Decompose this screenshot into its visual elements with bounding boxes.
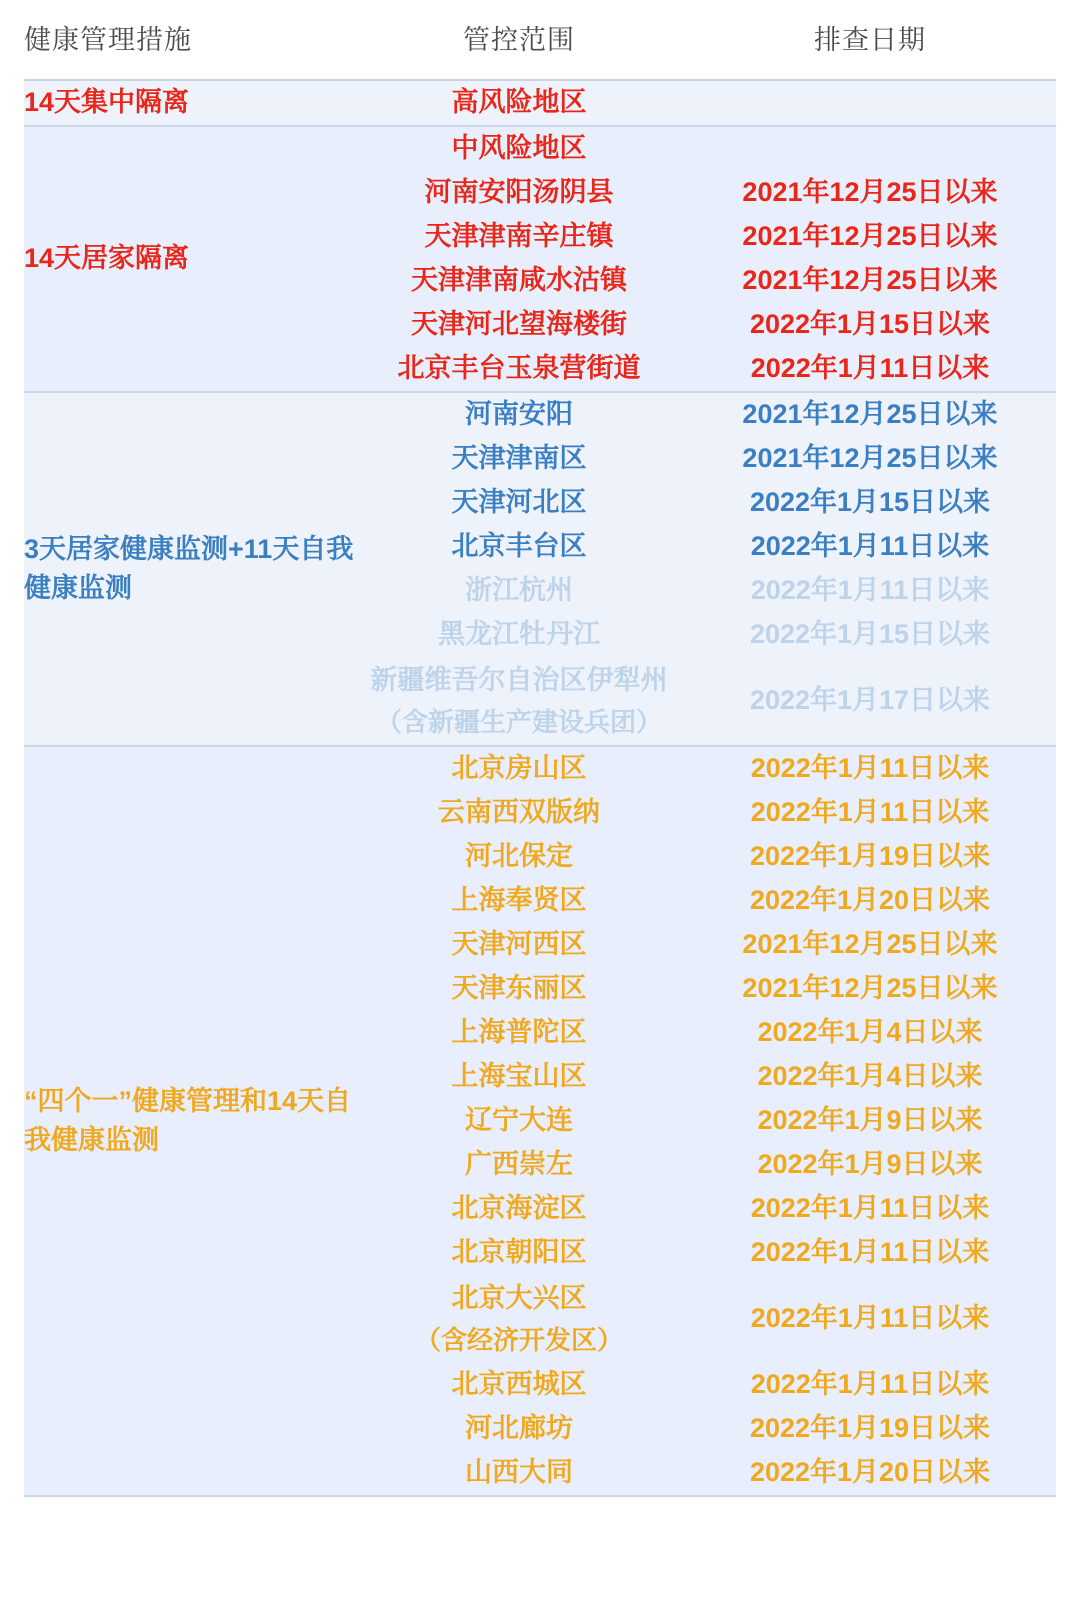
scope-text: 河北廊坊 — [465, 1413, 573, 1444]
scope-text: 上海奉贤区 — [451, 885, 587, 916]
measure-cell — [24, 127, 354, 392]
list-item — [354, 303, 1056, 347]
group-rows-cell — [354, 747, 1056, 1496]
measure-label: 14天居家隔离 — [24, 243, 190, 274]
scope-text: 云南西双版纳 — [438, 797, 600, 828]
measure-label: “四个一”健康管理和14天自我健康监测 — [24, 1085, 352, 1155]
measure-label: 14天集中隔离 — [24, 87, 190, 118]
table-group — [24, 127, 1056, 393]
date-label: 2021年12月25日以来 — [742, 929, 998, 960]
date-label: 2022年1月17日以来 — [749, 685, 991, 716]
date-label: 2022年1月11日以来 — [750, 531, 990, 562]
scope-label — [354, 1188, 684, 1230]
scope-label — [354, 968, 684, 1010]
date-label: 2022年1月20日以来 — [749, 885, 991, 916]
date-label: 2022年1月15日以来 — [749, 309, 991, 340]
list-item — [354, 1231, 1056, 1275]
list-item — [354, 1143, 1056, 1187]
list-item — [354, 347, 1056, 391]
date-label: 2022年1月11日以来 — [750, 1237, 990, 1268]
table-group — [24, 393, 1056, 747]
scope-label — [354, 394, 684, 436]
date-label: 2022年1月9日以来 — [757, 1105, 983, 1136]
measure-cell — [24, 393, 354, 746]
list-item — [354, 481, 1056, 525]
date-label: 2022年1月11日以来 — [750, 1193, 990, 1224]
scope-label — [354, 660, 684, 742]
scope-label — [354, 570, 684, 612]
scope-text: 北京朝阳区 — [451, 1237, 587, 1268]
scope-label — [354, 1100, 684, 1142]
scope-text: 北京房山区 — [451, 753, 587, 784]
scope-text: 广西崇左 — [465, 1149, 573, 1180]
date-label: 2021年12月25日以来 — [742, 221, 998, 252]
scope-text: 上海普陀区 — [451, 1017, 587, 1048]
table-header-row — [24, 0, 1056, 80]
scope-label — [354, 216, 684, 258]
scope-text: 北京海淀区 — [451, 1193, 587, 1224]
list-item — [354, 259, 1056, 303]
date-label: 2022年1月4日以来 — [757, 1017, 983, 1048]
scope-text: 上海宝山区 — [451, 1061, 587, 1092]
group-rows-cell — [354, 127, 1056, 392]
scope-text: 河北保定 — [465, 841, 573, 872]
scope-text: 河南安阳 — [465, 399, 573, 430]
group-rows-cell — [354, 81, 1056, 126]
header-cell-measure — [24, 0, 354, 80]
table-row — [24, 81, 1056, 126]
list-item — [354, 879, 1056, 923]
list-item — [354, 747, 1056, 791]
table-groups — [24, 81, 1056, 1497]
list-item — [354, 1275, 1056, 1363]
date-label: 2022年1月15日以来 — [749, 619, 991, 650]
list-item — [354, 437, 1056, 481]
date-label: 2022年1月11日以来 — [750, 753, 990, 784]
scope-label — [354, 172, 684, 214]
scope-label — [354, 526, 684, 568]
scope-label — [354, 128, 684, 170]
scope-label — [354, 836, 684, 878]
group-rows-cell — [354, 393, 1056, 746]
scope-label — [354, 482, 684, 524]
date-label: 2022年1月11日以来 — [750, 797, 990, 828]
list-item — [354, 1363, 1056, 1407]
header-label-measure: 健康管理措施 — [24, 25, 192, 55]
scope-label — [354, 748, 684, 790]
scope-text: 浙江杭州 — [465, 575, 573, 606]
list-item — [354, 127, 1056, 171]
header-label-scope: 管控范围 — [463, 25, 575, 55]
scope-label — [354, 1056, 684, 1098]
scope-label — [354, 614, 684, 656]
scope-label — [354, 1232, 684, 1274]
scope-label — [354, 1144, 684, 1186]
scope-label — [354, 438, 684, 480]
list-item — [354, 215, 1056, 259]
list-item — [354, 1099, 1056, 1143]
scope-subtext: （含新疆生产建设兵团） — [375, 706, 662, 737]
scope-label — [354, 1452, 684, 1494]
measure-label: 3天居家健康监测+11天自我健康监测 — [24, 533, 354, 603]
scope-text: 天津津南区 — [451, 443, 587, 474]
list-item — [354, 1055, 1056, 1099]
scope-label — [354, 880, 684, 922]
scope-text: 中风险地区 — [451, 133, 587, 164]
scope-label — [354, 260, 684, 302]
scope-text: 河南安阳汤阴县 — [424, 177, 614, 208]
list-item — [354, 525, 1056, 569]
scope-text: 天津津南咸水沽镇 — [411, 265, 627, 296]
list-item — [354, 393, 1056, 437]
scope-text: 北京丰台区 — [451, 531, 587, 562]
date-label: 2021年12月25日以来 — [742, 399, 998, 430]
header-label-date: 排查日期 — [814, 25, 926, 55]
header-cell-scope — [354, 0, 684, 80]
date-label: 2022年1月9日以来 — [757, 1149, 983, 1180]
table-row — [24, 127, 1056, 392]
scope-text: 天津河西区 — [451, 929, 587, 960]
date-label: 2022年1月11日以来 — [750, 575, 990, 606]
table-row — [24, 747, 1056, 1496]
date-label: 2021年12月25日以来 — [742, 177, 998, 208]
health-management-table — [24, 0, 1056, 81]
scope-text: 天津东丽区 — [451, 973, 587, 1004]
date-label: 2022年1月19日以来 — [749, 1413, 991, 1444]
list-item — [354, 1407, 1056, 1451]
measure-cell — [24, 81, 354, 126]
scope-subtext: （含经济开发区） — [414, 1324, 623, 1355]
date-label: 2022年1月15日以来 — [749, 487, 991, 518]
date-label: 2021年12月25日以来 — [742, 443, 998, 474]
list-item — [354, 1451, 1056, 1495]
scope-text: 天津河北区 — [451, 487, 587, 518]
list-item — [354, 835, 1056, 879]
table-group — [24, 747, 1056, 1497]
scope-text: 北京西城区 — [451, 1369, 587, 1400]
scope-text: 新疆维吾尔自治区伊犁州 — [370, 664, 668, 695]
scope-label — [354, 348, 684, 390]
scope-label — [354, 304, 684, 346]
list-item — [354, 791, 1056, 835]
list-item — [354, 171, 1056, 215]
scope-label — [354, 792, 684, 834]
list-item — [354, 81, 1056, 125]
list-item — [354, 613, 1056, 657]
date-label: 2022年1月11日以来 — [750, 1369, 990, 1400]
date-label: 2022年1月11日以来 — [750, 353, 990, 384]
scope-text: 辽宁大连 — [465, 1105, 573, 1136]
scope-text: 山西大同 — [465, 1457, 573, 1488]
date-label: 2021年12月25日以来 — [742, 265, 998, 296]
table-group — [24, 81, 1056, 127]
list-item — [354, 657, 1056, 745]
scope-text: 天津津南辛庄镇 — [424, 221, 614, 252]
header-cell-date — [684, 0, 1056, 80]
scope-label — [354, 1364, 684, 1406]
date-label: 2022年1月11日以来 — [750, 1303, 990, 1334]
table-row — [24, 393, 1056, 746]
scope-label — [354, 1408, 684, 1450]
date-label: 2022年1月19日以来 — [749, 841, 991, 872]
date-label: 2022年1月20日以来 — [749, 1457, 991, 1488]
list-item — [354, 923, 1056, 967]
scope-text: 高风险地区 — [451, 87, 587, 118]
list-item — [354, 1187, 1056, 1231]
scope-text: 北京丰台玉泉营街道 — [397, 353, 641, 384]
date-label: 2022年1月4日以来 — [757, 1061, 983, 1092]
scope-label — [354, 924, 684, 966]
scope-label — [354, 1012, 684, 1054]
date-label: 2021年12月25日以来 — [742, 973, 998, 1004]
scope-text: 黑龙江牡丹江 — [438, 619, 600, 650]
list-item — [354, 569, 1056, 613]
list-item — [354, 967, 1056, 1011]
scope-label — [354, 1278, 684, 1360]
scope-text: 北京大兴区 — [451, 1282, 587, 1313]
measure-cell — [24, 747, 354, 1496]
scope-label — [354, 82, 684, 124]
list-item — [354, 1011, 1056, 1055]
scope-text: 天津河北望海楼街 — [411, 309, 627, 340]
